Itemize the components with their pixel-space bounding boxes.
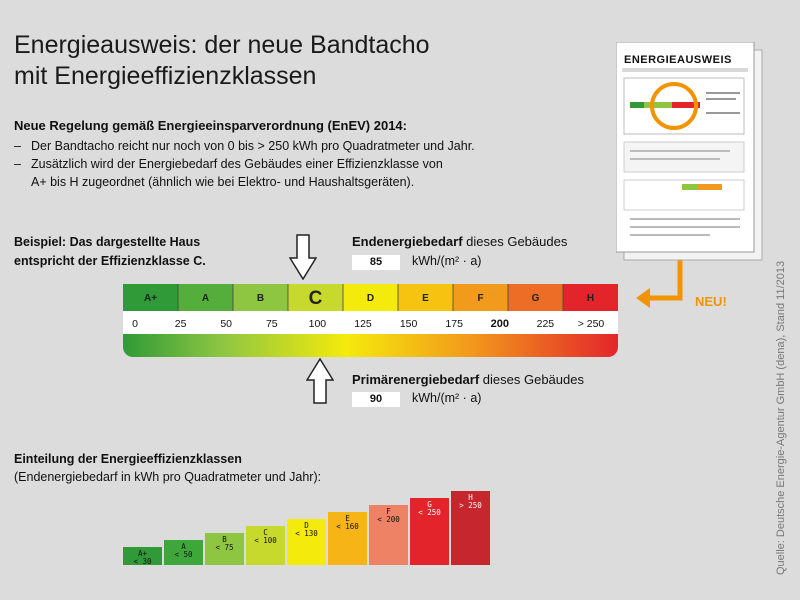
scale-tick-label: 200	[490, 318, 509, 330]
class-step-limit: < 100	[254, 536, 277, 545]
scale-class-label: F	[477, 293, 484, 304]
class-step-label: C	[263, 528, 268, 537]
page-title	[14, 30, 574, 92]
scale-class-label: E	[422, 293, 429, 304]
class-step-h	[451, 491, 490, 565]
class-step-limit: < 160	[336, 522, 359, 531]
scale-tick-label: 50	[220, 318, 233, 330]
class-step-limit: < 75	[215, 543, 234, 552]
class-step-a	[164, 540, 203, 565]
class-step-aplus	[123, 547, 162, 565]
scale-class-label: B	[256, 293, 265, 304]
class-step-label: F	[386, 507, 391, 516]
efficiency-class-steps	[123, 490, 493, 565]
bullet-1-text: Der Bandtacho reicht nur noch von 0 bis > 250 kWh pro Quadratmeter und Jahr.	[31, 139, 475, 153]
scale-tick-label: 100	[308, 318, 327, 330]
distribution-title: Einteilung der Energieeffizienzklassen	[14, 452, 242, 466]
class-step-label: A+	[137, 549, 148, 558]
class-step-label: E	[345, 514, 350, 523]
scale-class-label: H	[586, 293, 595, 304]
subtitle: Neue Regelung gemäß Energieeinsparverordnung (EnEV) 2014:	[14, 118, 407, 133]
scale-class-label: D	[366, 293, 375, 304]
class-step-label: G	[427, 500, 432, 509]
class-step-label: D	[304, 521, 309, 530]
scale-tick-label: 0	[132, 318, 138, 330]
bullet-2-text-b: A+ bis H zugeordnet (ähnlich wie bei Elektro- und Haushaltsgeräten).	[31, 175, 415, 189]
bullet-1	[14, 137, 475, 155]
example-line-2: entspricht der Effizienzklasse C.	[14, 254, 206, 268]
bullet-2	[14, 155, 443, 191]
primary-energy-label	[352, 372, 584, 387]
primary-energy-value: 90	[352, 392, 400, 407]
class-step-limit: < 200	[377, 515, 400, 524]
class-step-limit: < 130	[295, 529, 318, 538]
class-step-d	[287, 519, 326, 565]
scale-tick-label: 150	[399, 318, 418, 330]
scale-class-label: C	[308, 288, 323, 309]
end-energy-label-bold: Endenergiebedarf	[352, 234, 463, 249]
energy-scale	[123, 284, 618, 357]
source-note: Quelle: Deutsche Energie-Agentur GmbH (dena), Stand 11/2013	[775, 260, 787, 575]
class-step-limit: > 250	[459, 501, 482, 510]
down-arrow-icon	[289, 234, 317, 280]
class-step-b	[205, 533, 244, 565]
primary-energy-label-rest: dieses Gebäudes	[479, 372, 584, 387]
primary-energy-unit: kWh/(m² · a)	[412, 391, 482, 405]
neu-label: NEU!	[695, 294, 727, 309]
end-energy-unit: kWh/(m² · a)	[412, 254, 482, 268]
class-step-limit: < 250	[418, 508, 441, 517]
end-energy-value: 85	[352, 255, 400, 270]
distribution-subtitle: (Endenergiebedarf in kWh pro Quadratmeter und Jahr):	[14, 470, 322, 484]
class-step-e	[328, 512, 367, 565]
class-step-limit: < 30	[133, 557, 152, 566]
bullet-dash: –	[14, 157, 21, 171]
scale-class-label: A+	[143, 293, 158, 304]
scale-tick-label: 25	[174, 318, 187, 330]
class-step-limit: < 50	[174, 550, 193, 559]
energy-certificate-thumbnail	[616, 42, 764, 262]
primary-energy-label-bold: Primärenergiebedarf	[352, 372, 480, 387]
title-line-2: mit Energieeffizienzklassen	[14, 62, 317, 90]
scale-class-label: G	[531, 293, 540, 304]
scale-tick-label: > 250	[577, 318, 605, 330]
scale-tick-label: 225	[536, 318, 555, 330]
class-step-g	[410, 498, 449, 565]
scale-tick-label: 125	[354, 318, 372, 330]
title-line-1: Energieausweis: der neue Bandtacho	[14, 31, 430, 59]
class-step-f	[369, 505, 408, 565]
class-step-label: H	[468, 493, 473, 502]
example-text	[14, 233, 206, 271]
thumbnail-title: ENERGIEAUSWEIS	[624, 54, 732, 66]
scale-tick-label: 175	[445, 318, 463, 330]
class-step-c	[246, 526, 285, 565]
bullet-2-text-a: Zusätzlich wird der Energiebedarf des Gebäudes einer Effizienzklasse von	[31, 157, 443, 171]
class-step-label: A	[181, 542, 186, 551]
scale-tick-label: 75	[265, 318, 278, 330]
scale-class-label: A	[201, 293, 210, 304]
example-line-1: Beispiel: Das dargestellte Haus	[14, 235, 201, 249]
class-step-label: B	[222, 535, 227, 544]
end-energy-label	[352, 234, 567, 249]
end-energy-label-rest: dieses Gebäudes	[462, 234, 568, 249]
up-arrow-icon	[306, 358, 334, 404]
bullet-dash: –	[14, 139, 21, 153]
